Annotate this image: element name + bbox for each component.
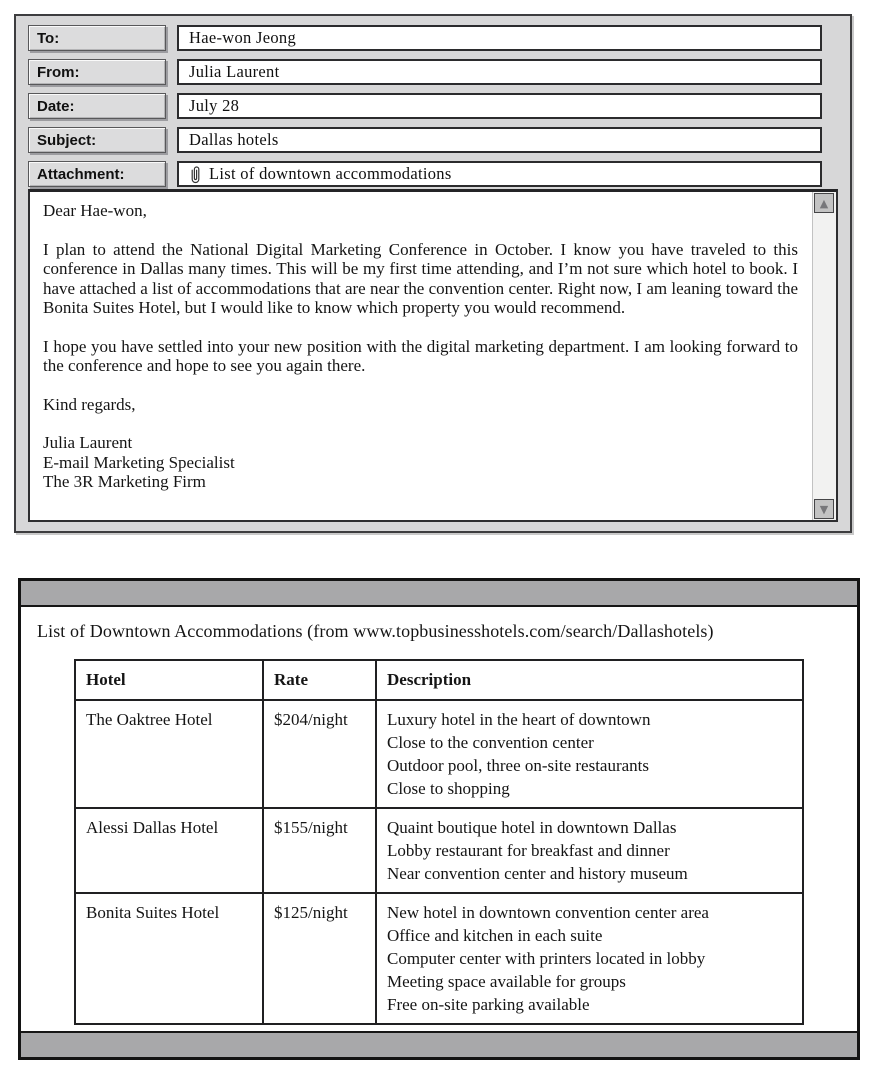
col-header-hotel: Hotel [75,660,263,700]
hotels-table [74,659,804,1025]
date-value: July 28 [189,96,240,115]
email-field-row-date [28,93,822,119]
scroll-down-button[interactable] [814,499,834,519]
description-line: Quaint boutique hotel in downtown Dallas [387,818,677,837]
email-field-row-to [28,25,822,51]
subject-label-button[interactable]: Subject: [28,127,166,153]
scrollbar[interactable] [812,192,836,520]
scroll-up-button[interactable] [814,193,834,213]
scroll-up-icon: ▲ [819,196,829,210]
from-label-button[interactable]: From: [28,59,166,85]
attachment-label-button[interactable]: Attachment: [28,161,166,187]
description-line: Near convention center and history museum [387,864,688,883]
description-line: Close to shopping [387,779,510,798]
from-field[interactable] [177,59,822,85]
description-line: Luxury hotel in the heart of downtown [387,710,651,729]
hotel-name: Bonita Suites Hotel [75,893,263,1024]
email-header [16,16,850,187]
hotel-description [376,700,803,808]
attachment-bottombar [21,1031,857,1057]
to-label-button[interactable]: To: [28,25,166,51]
attachment-window [18,578,860,1060]
email-panel [14,14,852,533]
description-line: Close to the convention center [387,733,594,752]
hotel-rate: $155/night [263,808,376,893]
table-row [75,700,803,808]
email-field-row-attachment [28,161,822,187]
table-header-row [75,660,803,700]
attachment-field[interactable] [177,161,822,187]
message-body[interactable] [28,189,838,522]
description-line: Free on-site parking available [387,995,590,1014]
greeting: Dear Hae-won, [43,201,147,220]
hotel-name: The Oaktree Hotel [75,700,263,808]
hotel-description [376,808,803,893]
signature-title: E-mail Marketing Specialist [43,452,235,472]
subject-value: Dallas hotels [189,130,279,149]
col-header-description: Description [376,660,803,700]
table-row [75,808,803,893]
col-header-rate: Rate [263,660,376,700]
paragraph: I hope you have settled into your new position with the digital marketing department. I am looking forward to the conference and hope to see you again there. [43,336,798,375]
attachment-caption: List of Downtown Accommodations (from www.topbusinesshotels.com/search/Dallashotels) [37,621,714,641]
hotel-rate: $204/night [263,700,376,808]
paperclip-icon [189,165,202,184]
date-label-button[interactable]: Date: [28,93,166,119]
message-text [30,192,812,520]
description-line: Office and kitchen in each suite [387,926,603,945]
attachment-value: List of downtown accommodations [209,164,452,183]
hotel-name: Alessi Dallas Hotel [75,808,263,893]
email-field-row-subject [28,127,822,153]
table-row [75,893,803,1024]
paragraph: I plan to attend the National Digital Marketing Conference in October. I know you have traveled to this conference in Dallas many times. This will be my first time attending, and I’m not sure which hotel to book. I have attached a list of accommodations that are near the convention center. Right now, I am leaning toward the Bonita Suites Hotel, but I would like to know which property you would recommend. [43,239,798,317]
signature-name: Julia Laurent [43,433,133,452]
hotel-description [376,893,803,1024]
from-value: Julia Laurent [189,62,280,81]
description-line: New hotel in downtown convention center area [387,903,709,922]
description-line: Computer center with printers located in lobby [387,949,706,968]
date-field[interactable] [177,93,822,119]
to-value: Hae-won Jeong [189,28,296,47]
scroll-down-icon: ▼ [819,502,829,516]
description-line: Lobby restaurant for breakfast and dinner [387,841,670,860]
signature-block [43,433,798,492]
closing: Kind regards, [43,394,136,414]
description-line: Outdoor pool, three on-site restaurants [387,756,650,775]
description-line: Meeting space available for groups [387,972,626,991]
attachment-content [21,607,857,1031]
email-field-row-from [28,59,822,85]
to-field[interactable] [177,25,822,51]
hotel-rate: $125/night [263,893,376,1024]
attachment-titlebar [21,581,857,607]
subject-field[interactable] [177,127,822,153]
signature-company: The 3R Marketing Firm [43,472,206,491]
